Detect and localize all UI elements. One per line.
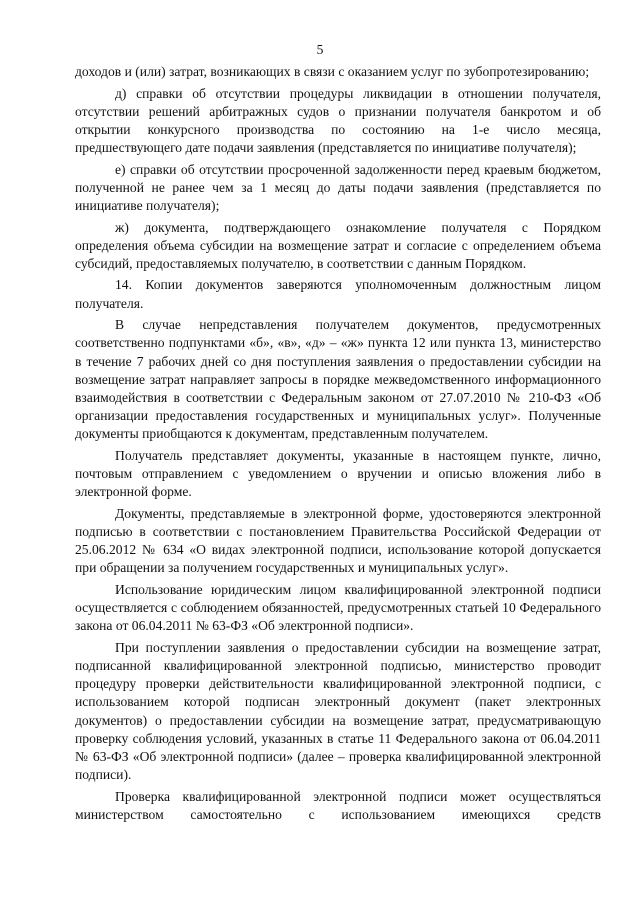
paragraph-item-d: д) справки об отсутствии процедуры ликвидации в отношении получателя, отсутствии решений арбитражных судов о признании получателя банкротом и об открытии конкурсного производства по состоянию на 1-е число месяца, предшествующего дате подачи заявления (представляется по инициативе получателя); — [75, 85, 601, 156]
document-body — [75, 63, 601, 824]
paragraph-signature-verification: При поступлении заявления о предоставлении субсидии на возмещение затрат, подписанной квалифицированной электронной подписью, министерство проводит процедуру проверки действительности квалифицированной электронной подписи, с использованием которой подписан электронный документ (пакет электронных документов) о предоставлении субсидии на возмещение затрат, предусматривающую проверку соблюдения условий, указанных в статье 11 Федерального закона от 06.04.2011 № 63-ФЗ «Об электронной подписи» (далее – проверка квалифицированной электронной подписи). — [75, 639, 601, 783]
paragraph-electronic-documents: Документы, представляемые в электронной форме, удостоверяются электронной подписью в соответствии с постановлением Правительства Российской Федерации от 25.06.2012 № 634 «О видах электронной подписи, использование которой допускается при обращении за получением государственных и муниципальных услуг». — [75, 505, 601, 576]
paragraph-continuation-item-g: доходов и (или) затрат, возникающих в связи с оказанием услуг по зубопротезированию; — [75, 64, 590, 79]
paragraph-qualified-signature-use: Использование юридическим лицом квалифицированной электронной подписи осуществляется с соблюдением обязанностей, предусмотренных статьей 10 Федерального закона от 06.04.2011 № 63-ФЗ «Об электронной подписи». — [75, 581, 601, 634]
paragraph-submission-methods: Получатель представляет документы, указанные в настоящем пункте, лично, почтовым отправлением с уведомлением о вручении и описью вложения либо в электронной форме. — [75, 447, 601, 500]
paragraph-item-zh: ж) документа, подтверждающего ознакомление получателя с Порядком определения объема субсидии на возмещение затрат и согласие с определением объема субсидий, предоставляемых получателю, в соответствии с данным Порядком. — [75, 219, 601, 271]
paragraph-clause-14: 14. Копии документов заверяются уполномоченным должностным лицом получателя. — [75, 277, 601, 311]
paragraph-interagency-requests: В случае непредставления получателем документов, предусмотренных соответственно подпунктами «б», «в», «д» – «ж» пункта 12 или пункта 13, министерство в течение 7 рабочих дней со дня поступления заявления о предоставлении субсидии на возмещение затрат направляет запросы в порядке межведомственного информационного взаимодействия в соответствии с Федеральным законом от 27.07.2010 № 210-ФЗ «Об организации предоставления государственных и муниципальных услуг». Полученные документы приобщаются к документам, представленным получателем. — [75, 317, 601, 442]
paragraph-verification-means: Проверка квалифицированной электронной подписи может осуществляться министерством самостоятельно с использованием имеющихся средств — [75, 788, 601, 822]
page-number: 5 — [316, 42, 324, 57]
paragraph-item-e: е) справки об отсутствии просроченной задолженности перед краевым бюджетом, полученной не ранее чем за 1 месяц до даты подачи заявления (представляется по инициативе получателя); — [75, 161, 601, 214]
